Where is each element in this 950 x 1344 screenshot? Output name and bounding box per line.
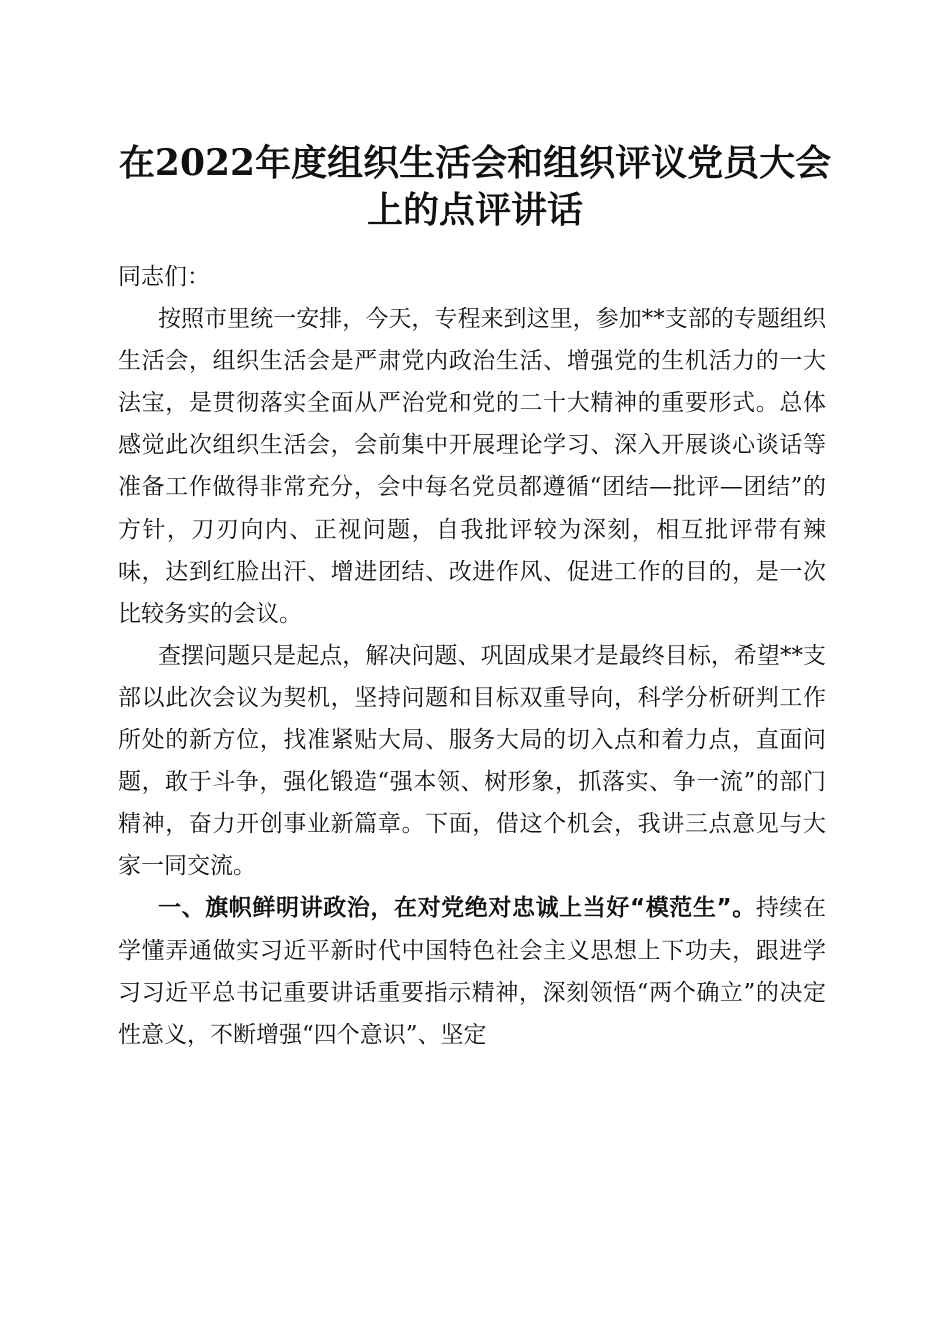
section-1-text: 持续在学懂弄通做实习近平新时代中国特色社会主义思想上下功夫，跟进学习习近平总书记重要讲话重要指示精神，深刻领悟“两个确立”的决定性意义，不断增强“四个意识”、坚定: [118, 895, 827, 1048]
document-title-line-2: 上的点评讲话: [366, 189, 583, 231]
section-1-heading: 一、旗帜鲜明讲政治，在对党绝对忠诚上当好“模范生”。: [158, 895, 756, 922]
paragraph-opening: 按照市里统一安排，今天，专程来到这里，参加**支部的专题组织生活会，组织生活会是严肃党内政治生活、增强党的生机活力的一大法宝，是贯彻落实全面从严治党和党的二十大精神的重要形式。总体感觉此次组织生活会，会前集中开展理论学习、深入开展谈心谈话等准备工作做得非常充分，会中每名党员都遵循“团结—批评—团结”的方针，刀刃向内、正视问题，自我批评较为深刻，相互批评带有辣味，达到红脸出汗、增进团结、改进作风、促进工作的目的，是一次比较务实的会议。: [118, 306, 826, 627]
paragraph-expectations: 查摆问题只是起点，解决问题、巩固成果才是最终目标，希望**支部以此次会议为契机，坚持问题和目标双重导向，科学分析研判工作所处的新方位，找准紧贴大局、服务大局的切入点和着力点，直面问题，敢于斗争，强化锻造“强本领、树形象，抓落实、争一流”的部门精神，奋力开创事业新篇章。下面，借这个机会，我讲三点意见与大家一同交流。: [118, 642, 826, 880]
salutation: 同志们：: [118, 264, 210, 290]
document-body: [118, 256, 826, 1056]
paragraph-section-1: [118, 887, 826, 1055]
document-title-line-1: 在2022年度组织生活会和组织评议党员大会: [118, 142, 832, 184]
